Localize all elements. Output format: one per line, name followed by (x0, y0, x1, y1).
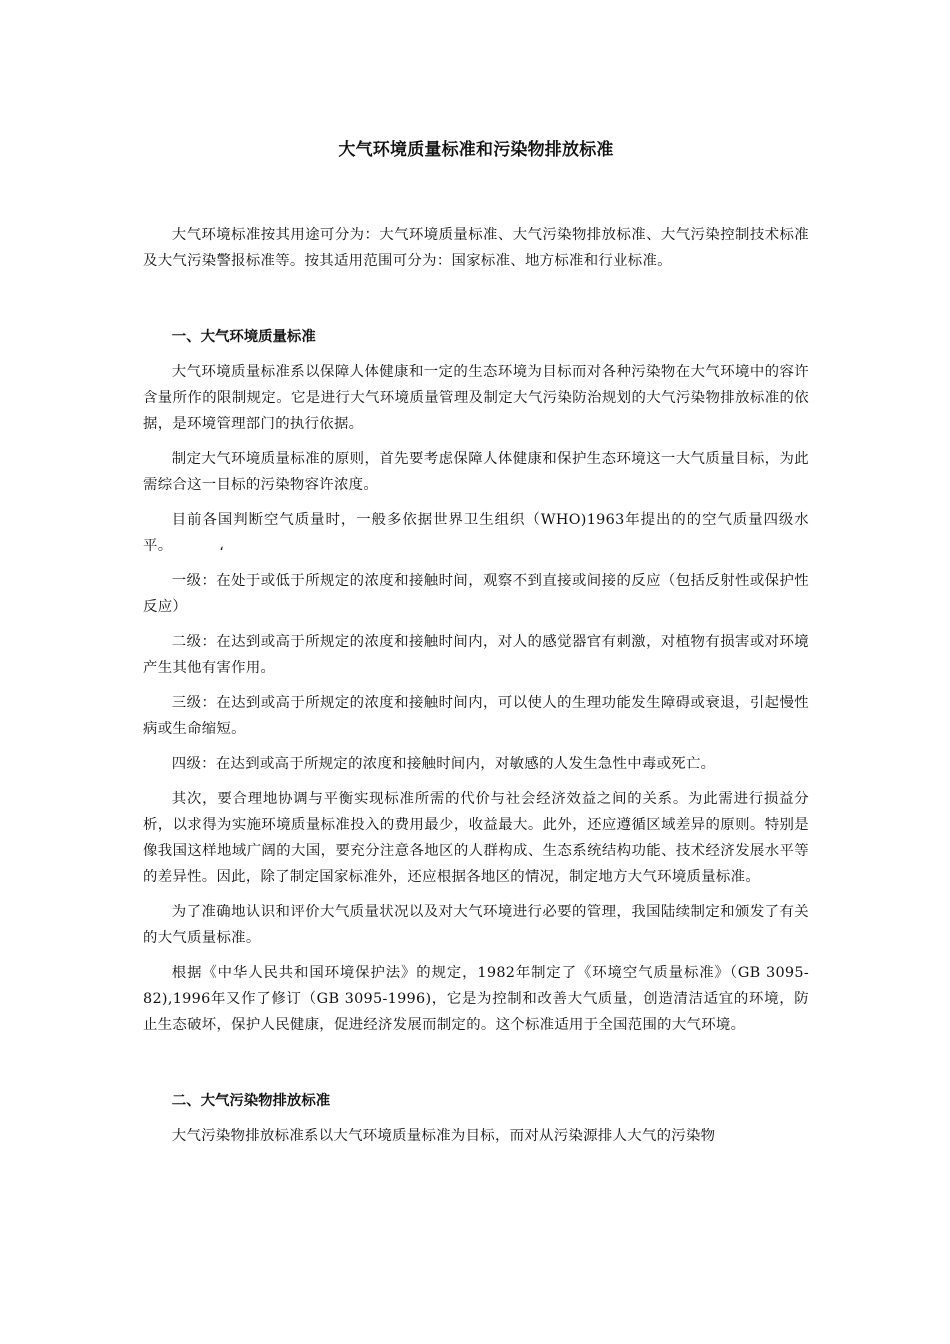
level-4-paragraph: 四级：在达到或高于所规定的浓度和接触时间内，对敏感的人发生急性中毒或死亡。 (171, 756, 716, 772)
who-levels-text: 目前各国判断空气质量时，一般多依据世界卫生组织（WHO)1963年提出的的空气质量四级水平。 (143, 512, 809, 554)
section-1-heading: 一、大气环境质量标准 (171, 329, 316, 345)
section-1-paragraph-definition: 大气环境质量标准系以保障人体健康和一定的生态环境为目标而对各种污染物在大气环境中的容许含量所作的限制规定。它是进行大气环境质量管理及制定大气污染防治规划的大气污染物排放标准的依据，是环境管理部门的执行依据。 (143, 364, 809, 432)
stray-mark: ، (219, 538, 224, 554)
section-1-paragraph-cost-benefit: 其次，要合理地协调与平衡实现标准所需的代价与社会经济效益之间的关系。为此需进行损益分析，以求得为实施环境质量标准投入的费用最少，收益最大。此外，还应遵循区域差异的原则。特别是像我国这样地域广阔的大国，要充分注意各地区的人群构成、生态系统结构功能、技术经济发展水平等的差异性。因此，除了制定国家标准外，还应根据各地区的情况，制定地方大气环境质量标准。 (143, 791, 809, 885)
document-title: 大气环境质量标准和污染物排放标准 (338, 140, 614, 160)
level-3-paragraph: 三级：在达到或高于所规定的浓度和接触时间内，可以使人的生理功能发生障碍或衰退，引起慢性病或生命缩短。 (143, 695, 809, 737)
section-2-paragraph-emission: 大气污染物排放标准系以大气环境质量标准为目标，而对从污染源排人大气的污染物 (171, 1128, 716, 1144)
section-1-paragraph-who-levels (143, 507, 809, 559)
document-body (143, 136, 809, 1158)
section-1-paragraph-standards-issued: 为了准确地认识和评价大气质量状况以及对大气环境进行必要的管理，我国陆续制定和颁发了有关的大气质量标准。 (143, 904, 809, 946)
section-1-paragraph-gb3095: 根据《中华人民共和国环境保护法》的规定，1982年制定了《环境空气质量标准》（GB 3095-82),1996年又作了修订（GB 3095-1996)，它是为控制和改善大气质量，创造清洁适宜的环境，防止生态破坏，保护人民健康，促进经济发展而制定的。这个标准适用于全国范围的大气环境。 (143, 965, 809, 1033)
level-1-paragraph: 一级：在处于或低于所规定的浓度和接触时间，观察不到直接或间接的反应（包括反射性或保护性反应） (143, 573, 809, 615)
section-2-heading: 二、大气污染物排放标准 (171, 1093, 331, 1109)
intro-paragraph: 大气环境标准按其用途可分为：大气环境质量标准、大气污染物排放标准、大气污染控制技术标准及大气污染警报标准等。按其适用范围可分为：国家标准、地方标准和行业标准。 (143, 227, 809, 269)
level-2-paragraph: 二级：在达到或高于所规定的浓度和接触时间内，对人的感觉器官有刺激，对植物有损害或对环境产生其他有害作用。 (143, 634, 809, 676)
section-1-paragraph-principle: 制定大气环境质量标准的原则，首先要考虑保障人体健康和保护生态环境这一大气质量目标，为此需综合这一目标的污染物容许浓度。 (143, 451, 809, 493)
